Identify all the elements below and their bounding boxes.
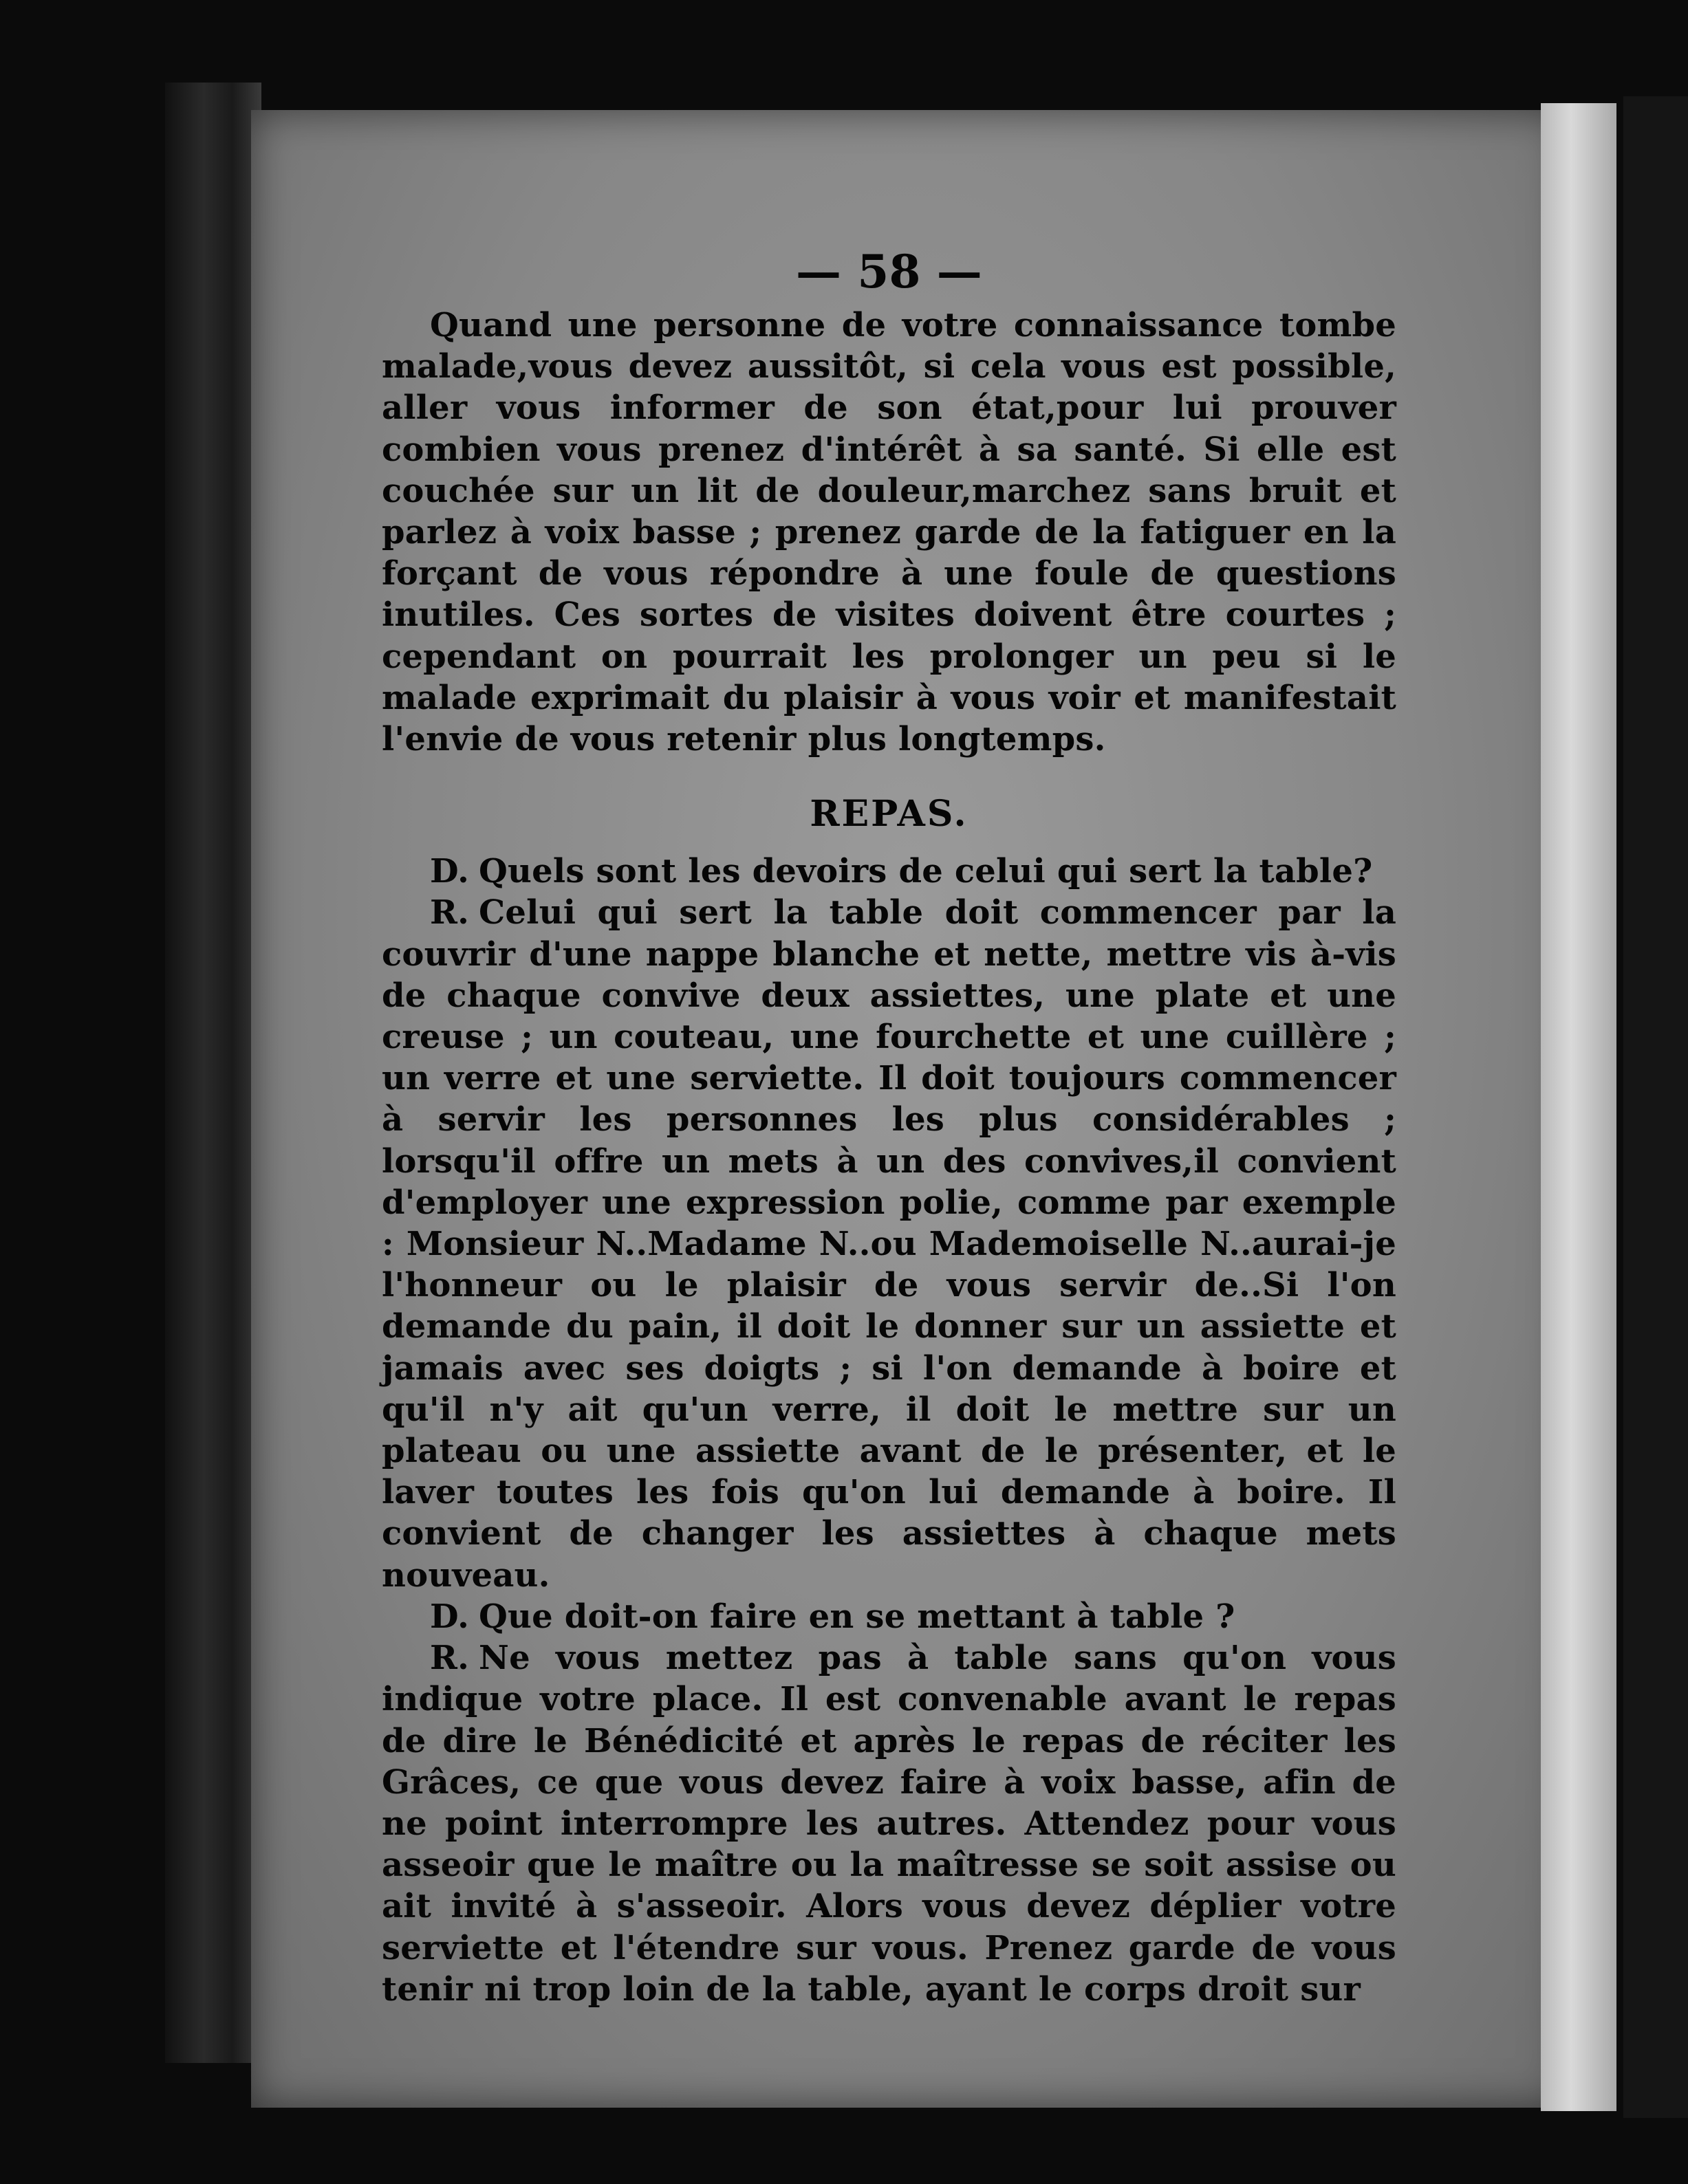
page-text [382,244,1396,2010]
book-binding [165,83,261,2063]
scan-border [1623,96,1688,2118]
qa-prefix: D. [430,852,470,891]
qa-text: Ne vous mettez pas à table sans qu'on vous indique votre place. Il est convenable avant le repas de dire le Bénédicité et après le repas de réciter les Grâces, ce que vous devez faire à voix basse, afin de ne point interrompre les autres. Attendez pour vous asseoir que le maître ou la maîtresse se soit assise ou ait invité à s'asseoir. Alors vous devez déplier votre serviette et l'étendre sur vous. Prenez garde de vous tenir ni trop loin de la table, ayant le corps droit sur [382,1639,1396,2009]
page-edge [1541,103,1616,2111]
page-number: — 58 — [795,245,982,298]
qa-question [382,851,1396,892]
qa-prefix: R. [430,893,470,932]
qa-question [382,1596,1396,1637]
qa-prefix: D. [430,1597,470,1636]
qa-answer [382,1637,1396,2010]
qa-answer [382,892,1396,1595]
qa-text: Celui qui sert la table doit commencer par la couvrir d'une nappe blanche et nette, mettre vis à-vis de chaque convive deux assiettes, une plate et une creuse ; un couteau, une fourchette et une cuillère ; un verre et une serviette. Il doit toujours commencer à servir les personnes les plus considérables ; lorsqu'il offre un mets à un des convives,il convient d'employer une expression polie, comme par exemple : Monsieur N..Madame N..ou Mademoiselle N..aurai-je l'honneur ou le plaisir de vous servir de..Si l'on demande du pain, il doit le donner sur un assiette et jamais avec ses doigts ; si l'on demande à boire et qu'il n'y ait qu'un verre, il doit le mettre sur un plateau ou une assiette avant de le présenter, et le laver toutes les fois qu'on lui demande à boire. Il convient de changer les assiettes à chaque mets nouveau. [382,893,1396,1595]
qa-text: Que doit-on faire en se mettant à table ? [479,1597,1235,1636]
intro-paragraph: Quand une personne de votre connaissance tombe malade,vous devez aussitôt, si cela vous est possible, aller vous informer de son état,pour lui prouver combien vous prenez d'intérêt à sa santé. Si elle est couchée sur un lit de douleur,marchez sans bruit et parlez à voix basse ; prenez garde de la fatiguer en la forçant de vous répondre à une foule de questions inutiles. Ces sortes de visites doivent être courtes ; cependant on pourrait les prolonger un peu si le malade exprimait du plaisir à vous voir et manifestait l'envie de vous retenir plus longtemps. [382,306,1396,759]
qa-text: Quels sont les devoirs de celui qui sert la table? [479,852,1373,891]
qa-prefix: R. [430,1639,470,1678]
section-heading: REPAS. [810,793,969,836]
